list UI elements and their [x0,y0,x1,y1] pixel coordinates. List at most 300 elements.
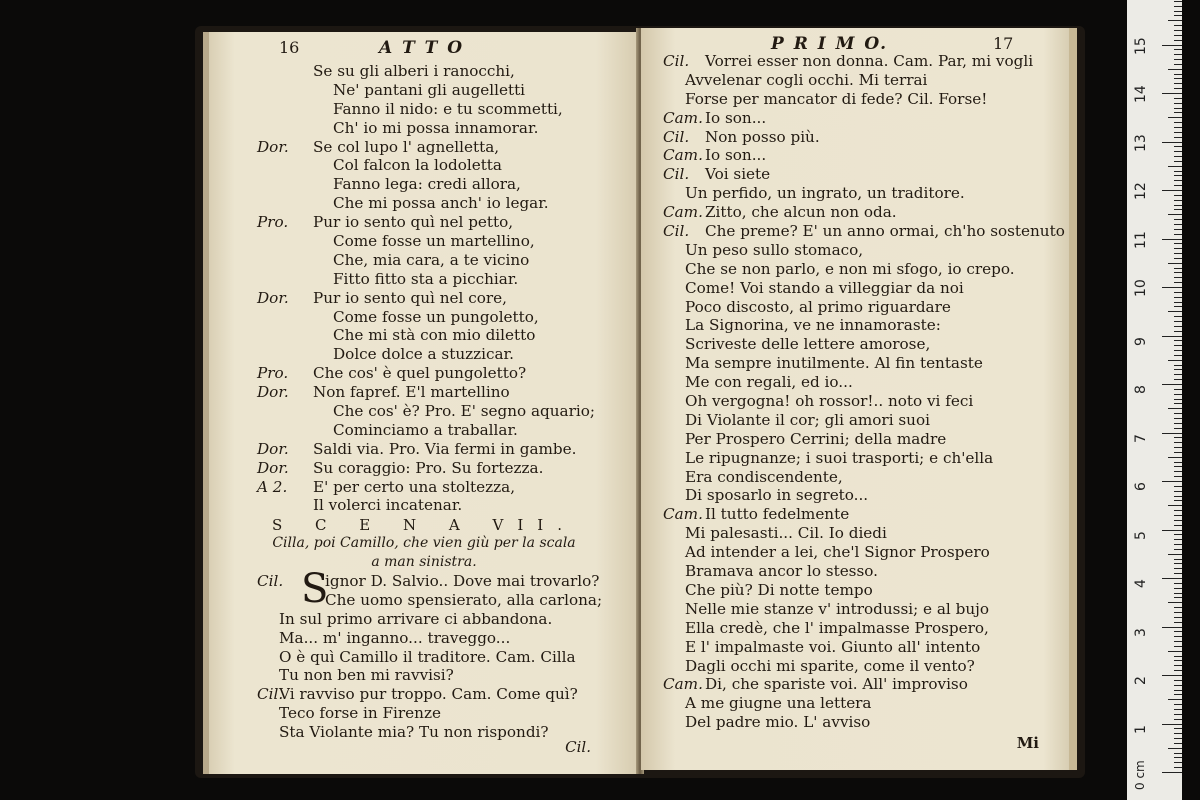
line-text: Se col lupo l' agnelletta, [313,137,500,156]
ruler-tick [1174,127,1182,128]
ruler-tick [1174,534,1182,535]
line-text: O è quì Camillo il traditore. Cam. Cilla [279,647,576,666]
ruler-tick [1174,646,1182,647]
ruler-tick [1168,505,1182,506]
line-text: Ma sempre inutilmente. Al fin tentaste [685,354,983,373]
ruler-tick [1168,554,1182,555]
ruler-tick [1174,486,1182,487]
text-line [641,184,1069,203]
ruler-tick [1174,272,1182,273]
line-text: Me con regali, ed io... [685,373,853,392]
ruler-number: 4 [1133,579,1149,588]
line-text: Oh vergogna! oh rossor!.. noto vi feci [685,392,974,411]
line-text: La Signorina, ve ne innamoraste: [685,316,941,335]
ruler-tick [1174,563,1182,564]
ruler-tick [1174,714,1182,715]
ruler-tick [1162,772,1182,773]
line-text: Fitto fitto sta a picchiar. [333,269,519,288]
ruler-tick [1174,302,1182,303]
ruler-tick [1174,331,1182,332]
text-line [209,440,639,459]
ruler-tick [1174,112,1182,113]
ruler-tick [1174,413,1182,414]
text-line [641,675,1069,694]
ruler-tick [1168,69,1182,70]
text-line [641,203,1069,222]
ruler-tick [1174,6,1182,7]
line-text: Io son... [705,108,767,127]
ruler-tick [1174,694,1182,695]
text-line [209,308,639,327]
ruler-tick [1174,471,1182,472]
line-text: Che uomo spensierato, alla carlona; [325,590,603,609]
line-text: Ne' pantani gli augelletti [333,80,526,99]
text-line [209,100,639,119]
ruler-tick [1174,268,1182,269]
ruler-tick [1174,573,1182,574]
line-text: Ch' io mi possa innamorar. [333,118,539,137]
ruler-number: 2 [1133,676,1149,685]
text-line [641,165,1069,184]
text-line [209,572,639,591]
speaker-label: Dor. [257,383,289,402]
text-line [641,505,1069,524]
speaker-label: Pro. [257,213,289,232]
ruler-tick [1174,200,1182,201]
ruler-number: 13 [1133,133,1149,152]
text-line [209,251,639,270]
line-text: Mi palesasti... Cil. Io diedi [685,524,887,543]
ruler-tick [1174,59,1182,60]
right-page [641,28,1077,770]
line-text: Saldi via. Pro. Via fermi in gambe. [313,439,577,458]
text-line [641,373,1069,392]
ruler-tick [1174,156,1182,157]
text-line [209,402,639,421]
ruler-tick [1174,243,1182,244]
line-text: Dolce dolce a stuzzicar. [333,345,514,364]
ruler-tick [1174,11,1182,12]
ruler-tick [1168,408,1182,409]
ruler-tick [1174,665,1182,666]
ruler-tick [1174,54,1182,55]
ruler-number: 7 [1133,433,1149,443]
ruler-tick [1162,481,1182,482]
ruler-tick [1168,748,1182,749]
ruler-tick [1174,636,1182,637]
line-text: Ma... m' inganno... traveggo... [279,628,511,647]
ruler-tick [1174,292,1182,293]
ruler-tick [1174,660,1182,661]
scale-ruler [1127,0,1182,800]
running-head-right: P R I M O. [771,34,889,54]
ruler-tick [1168,166,1182,167]
line-text: Che più? Di notte tempo [685,580,873,599]
line-text: Fanno il nido: e tu scommetti, [333,99,563,118]
ruler-tick [1174,428,1182,429]
text-line [209,421,639,440]
ruler-tick [1174,205,1182,206]
ruler-number: 8 [1133,385,1149,394]
ruler-tick [1174,258,1182,259]
ruler-tick [1174,491,1182,492]
ruler-tick [1174,35,1182,36]
line-text: Che se non parlo, e non mi sfogo, io crepo. [685,259,1015,278]
line-text: Per Prospero Cerrini; della madre [685,429,947,448]
text-line [641,71,1069,90]
ruler-tick [1162,239,1182,240]
ruler-tick [1174,78,1182,79]
page-number-left: 16 [279,38,300,57]
line-text: Non fapref. E'l martellino [313,383,510,402]
ruler-tick [1174,510,1182,511]
text-line [641,543,1069,562]
ruler-number: 6 [1133,482,1149,491]
text-line [209,364,639,383]
ruler-number: 11 [1133,230,1149,249]
ruler-tick [1174,108,1182,109]
ruler-tick [1174,704,1182,705]
ruler-tick [1174,515,1182,516]
line-text: Vi ravviso pur troppo. Cam. Come quì? [279,685,578,704]
text-line [641,298,1069,317]
line-text: Dagli occhi mi sparite, come il vento? [685,656,975,675]
ruler-tick [1174,597,1182,598]
ruler-tick [1174,175,1182,176]
speaker-label: Cil. [257,572,284,590]
speaker-label: Dor. [257,458,289,477]
speaker-label: Cam. [663,108,703,127]
speaker-label: Cil. [663,222,690,241]
line-text: Col falcon la lodoletta [333,156,502,175]
line-text: Un peso sullo stomaco, [685,240,864,259]
text-line [209,62,639,81]
text-line [641,486,1069,505]
ruler-tick [1174,277,1182,278]
ruler-tick [1174,282,1182,283]
line-text: Vorrei esser non donna. Cam. Par, mi vogli [705,52,1034,70]
ruler-tick [1174,15,1182,16]
ruler-tick [1174,690,1182,691]
catchword-left: Cil. [565,738,591,756]
text-line [209,648,639,667]
ruler-tick [1174,345,1182,346]
speaker-label: Cil. [663,165,690,184]
ruler-tick [1174,423,1182,424]
ruler-tick [1174,622,1182,623]
line-text: Nelle mie stanze v' introdussi; e al bujo [685,599,989,618]
speaker-label: Cil. [663,52,690,70]
text-line [209,591,639,610]
ruler-tick [1174,539,1182,540]
text-line [641,146,1069,165]
ruler-tick [1168,602,1182,603]
line-text: E l' impalmaste voi. Giunto all' intento [685,637,981,656]
ruler-tick [1168,214,1182,215]
text-line [209,459,639,478]
ruler-tick [1174,365,1182,366]
ruler-tick [1174,583,1182,584]
speaker-label: A 2. [257,477,288,496]
line-text: Se su gli alberi i ranocchi, [313,62,515,80]
text-line [641,335,1069,354]
text-line [209,119,639,138]
text-line [641,279,1069,298]
line-text: Teco forse in Firenze [279,704,441,723]
ruler-tick [1174,25,1182,26]
right-dialogue-block [641,52,1069,732]
text-line [209,138,639,157]
ruler-tick [1174,316,1182,317]
ruler-tick [1174,525,1182,526]
speaker-label: Dor. [257,137,289,156]
ruler-tick [1174,171,1182,172]
speaker-label: Cam. [663,675,703,694]
ruler-tick [1168,699,1182,700]
line-text: Che preme? E' un anno ormai, ch'ho sostenuto [705,222,1065,241]
line-text: Pur io sento quì nel core, [313,288,507,307]
text-line [641,316,1069,335]
ruler-tick [1174,559,1182,560]
text-line [641,468,1069,487]
stage-direction: Cilla, poi Camillo, che vien giù per la scala [272,535,576,551]
ruler-tick [1174,394,1182,395]
line-text: Il volerci incatenar. [313,496,463,515]
line-text: Su coraggio: Pro. Su fortezza. [313,458,544,477]
speaker-label: Cil. [663,127,690,146]
left-verse-block [209,62,639,515]
text-line [209,270,639,289]
ruler-tick [1174,146,1182,147]
ruler-tick [1174,709,1182,710]
ruler-tick [1162,336,1182,337]
text-line [641,392,1069,411]
text-line [641,619,1069,638]
ruler-tick [1174,74,1182,75]
line-text: Sta Violante mia? Tu non rispondi? [279,723,549,742]
line-text: Come fosse un pungoletto, [333,307,539,326]
ruler-tick [1174,418,1182,419]
ruler-tick [1162,93,1182,94]
text-line [641,354,1069,373]
speaker-label: Cam. [663,203,703,222]
ruler-tick [1174,209,1182,210]
ruler-tick [1174,161,1182,162]
text-line [209,232,639,251]
text-line [209,289,639,308]
ruler-tick [1174,297,1182,298]
stage-direction-cont: a man sinistra. [371,554,477,570]
speaker-label: Pro. [257,364,289,383]
ruler-tick [1174,355,1182,356]
page-number-right: 17 [993,34,1014,53]
text-line [209,610,639,629]
ruler-tick [1174,767,1182,768]
ruler-tick [1174,219,1182,220]
ruler-tick [1162,142,1182,143]
line-text: A me giugne una lettera [685,694,872,713]
ruler-number: 9 [1133,336,1149,346]
line-text: Voi siete [705,165,771,184]
ruler-tick [1174,496,1182,497]
text-line [209,213,639,232]
line-text: Fanno lega: credi allora, [333,175,521,194]
line-text: Scriveste delle lettere amorose, [685,335,931,354]
text-line [641,430,1069,449]
ruler-tick [1174,248,1182,249]
line-text: Ella credè, che l' impalmasse Prospero, [685,618,989,637]
text-line [641,128,1069,147]
speaker-label: Cam. [663,505,703,524]
left-page [203,32,639,774]
ruler-tick [1174,462,1182,463]
text-line [209,478,639,497]
text-line [641,260,1069,279]
ruler-tick [1174,403,1182,404]
ruler-tick [1168,20,1182,21]
ruler-tick [1174,224,1182,225]
ruler-tick [1174,64,1182,65]
ruler-tick [1174,195,1182,196]
ruler-tick [1174,738,1182,739]
ruler-tick [1174,520,1182,521]
text-line [641,449,1069,468]
line-text: Pur io sento quì nel petto, [313,213,514,232]
ruler-tick [1174,399,1182,400]
line-text: Ad intender a lei, che'l Signor Prospero [685,543,990,562]
ruler-tick [1174,762,1182,763]
ruler-number: 1 [1133,724,1149,734]
text-line [209,81,639,100]
ruler-tick [1174,607,1182,608]
line-text: Come! Voi stando a villeggiar da noi [685,278,964,297]
ruler-tick [1174,728,1182,729]
ruler-tick [1162,287,1182,288]
text-line [209,704,639,723]
line-text: Non posso più. [705,127,820,146]
ruler-tick [1174,49,1182,50]
line-text: Che, mia cara, a te vicino [333,250,530,269]
ruler-tick [1174,321,1182,322]
ruler-number: 14 [1133,85,1149,103]
ruler-tick [1174,180,1182,181]
text-line [209,685,639,704]
ruler-tick [1174,379,1182,380]
ruler-tick [1168,263,1182,264]
text-line [209,194,639,213]
line-text: Io son... [705,146,767,165]
ruler-tick [1168,651,1182,652]
ruler-tick [1174,641,1182,642]
ruler-tick [1174,500,1182,501]
ruler-tick [1162,433,1182,434]
line-text: Che mi stà con mio diletto [333,326,536,345]
text-line [641,638,1069,657]
ruler-tick [1174,88,1182,89]
line-text: ignor D. Salvio.. Dove mai trovarlo? [325,572,600,590]
ruler-tick [1174,132,1182,133]
speaker-label: Dor. [257,439,289,458]
speaker-label: Cam. [663,146,703,165]
ruler-tick [1174,229,1182,230]
ruler-tick [1174,40,1182,41]
line-text: Cominciamo a traballar. [333,420,518,439]
ruler-number: 15 [1133,36,1149,55]
ruler-tick [1174,374,1182,375]
ruler-tick [1174,588,1182,589]
text-line [209,666,639,685]
ruler-tick [1174,122,1182,123]
line-text: Che mi possa anch' io legar. [333,194,549,213]
text-line [641,562,1069,581]
ruler-tick [1174,753,1182,754]
ruler-tick [1174,476,1182,477]
ruler-tick [1174,593,1182,594]
line-text: Un perfido, un ingrato, un traditore. [685,184,965,203]
ruler-tick [1174,151,1182,152]
ruler-tick [1162,384,1182,385]
line-text: Di, che spariste voi. All' improviso [705,675,968,694]
text-line [641,657,1069,676]
text-line [641,713,1069,732]
ruler-tick [1174,733,1182,734]
line-text: Avvelenar cogli occhi. Mi terrai [685,70,928,89]
ruler-tick [1174,719,1182,720]
ruler-tick [1162,675,1182,676]
ruler-tick [1174,253,1182,254]
ruler-tick [1174,617,1182,618]
ruler-tick [1174,743,1182,744]
line-text: Tu non ben mi ravvisi? [279,666,454,685]
ruler-tick [1174,656,1182,657]
line-text: Bramava ancor lo stesso. [685,562,878,581]
ruler-tick [1174,1,1182,2]
ruler-tick [1174,389,1182,390]
ruler-number: 5 [1133,530,1149,540]
ruler-tick [1174,234,1182,235]
line-text: Forse per mancator di fede? Cil. Forse! [685,89,988,108]
ruler-number: 10 [1133,279,1149,297]
ruler-tick [1162,190,1182,191]
running-head-left: A T T O [379,38,465,58]
ruler-tick [1174,452,1182,453]
ruler-tick [1174,306,1182,307]
ruler-tick [1174,544,1182,545]
ruler-tick [1174,447,1182,448]
text-line [641,241,1069,260]
line-text: In sul primo arrivare ci abbandona. [279,609,553,628]
text-line [209,496,639,515]
ruler-tick [1168,360,1182,361]
ruler-tick [1174,30,1182,31]
line-text: Il tutto fedelmente [705,505,850,524]
ruler-tick [1174,466,1182,467]
ruler-tick [1162,724,1182,725]
text-line [641,581,1069,600]
text-line [641,222,1069,241]
ruler-tick [1174,350,1182,351]
text-line [209,345,639,364]
line-text: Di Violante il cor; gli amori suoi [685,410,930,429]
ruler-tick [1168,117,1182,118]
ruler-tick [1174,670,1182,671]
text-line [641,109,1069,128]
line-text: Di sposarlo in segreto... [685,486,869,505]
line-text: Poco discosto, al primo riguardare [685,297,951,316]
ruler-tick [1174,437,1182,438]
ruler-tick [1162,627,1182,628]
scene-heading: S C E N A VII. [272,516,576,534]
